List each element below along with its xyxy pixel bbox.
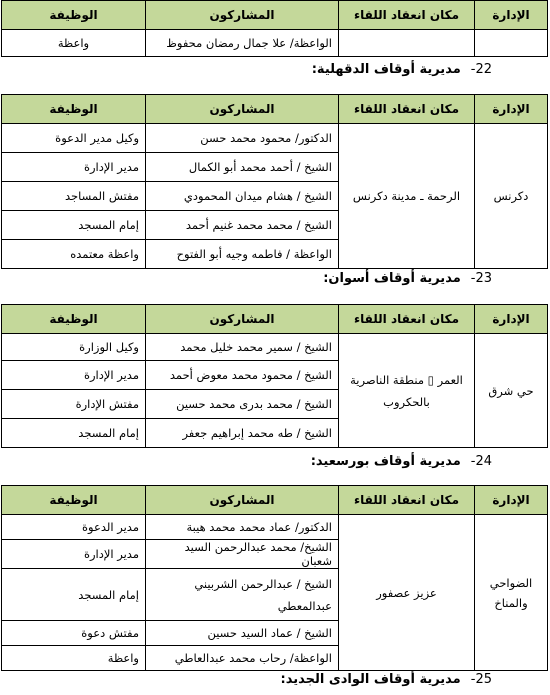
header-role: الوظيفة xyxy=(2,95,146,124)
header-role: الوظيفة xyxy=(2,486,146,515)
header-place: مكان انعقاد اللقاء xyxy=(339,486,475,515)
participant-cell: الشيخ / محمد بدرى محمد حسين xyxy=(146,390,339,419)
header-participants: المشاركون xyxy=(146,486,339,515)
participant-cell: الدكتور/ محمود محمد حسن xyxy=(146,124,339,153)
participant-cell: الشيخ / عماد السيد حسين xyxy=(146,621,339,646)
table-top xyxy=(1,0,548,57)
place-line: بالحكروب xyxy=(383,394,430,409)
header-admin: الإدارة xyxy=(475,95,548,124)
table-22 xyxy=(1,94,548,269)
section-heading-22: 22-مديرية أوقاف الدقهلية: xyxy=(311,62,492,77)
section-heading-24: 24-مديرية أوقاف بورسعيد: xyxy=(310,454,492,469)
role-cell: مدير الدعوة xyxy=(2,515,146,540)
admin-cell: حي شرق xyxy=(475,334,548,448)
header-admin: الإدارة xyxy=(475,1,548,30)
participant-cell: الشيخ / هشام ميدان المحمودي xyxy=(146,182,339,211)
participant-cell: الشيخ/ محمد عبدالرحمن السيد شعبان xyxy=(146,540,339,569)
role-cell: مدير الإدارة xyxy=(2,540,146,569)
participant-cell: الواعظة/ علا جمال رمضان محفوظ xyxy=(146,30,339,57)
header-role: الوظيفة xyxy=(2,305,146,334)
role-cell: مدير الإدارة xyxy=(2,361,146,390)
header-participants: المشاركون xyxy=(146,1,339,30)
role-cell: واعظة xyxy=(2,646,146,671)
participant-cell: الشيخ / سمير محمد خليل محمد xyxy=(146,334,339,361)
place-line: العمر ▯ منطقة الناصرية xyxy=(350,372,463,387)
role-cell: مفتش دعوة xyxy=(2,621,146,646)
role-cell: وكيل الوزارة xyxy=(2,334,146,361)
admin-line: والمناخ xyxy=(494,595,528,610)
role-cell: إمام المسجد xyxy=(2,419,146,448)
header-admin: الإدارة xyxy=(475,305,548,334)
header-participants: المشاركون xyxy=(146,305,339,334)
section-heading-23: 23-مديرية أوقاف أسوان: xyxy=(323,271,492,286)
header-place: مكان انعقاد اللقاء xyxy=(339,95,475,124)
header-participants: المشاركون xyxy=(146,95,339,124)
admin-cell: دكرنس xyxy=(475,124,548,269)
participant-cell xyxy=(146,569,339,621)
place-cell: عزيز عصفور xyxy=(339,515,475,671)
role-cell: وكيل مدير الدعوة xyxy=(2,124,146,153)
header-admin: الإدارة xyxy=(475,486,548,515)
place-cell xyxy=(339,30,475,57)
place-cell: الرحمة ـ مدينة دكرنس xyxy=(339,124,475,269)
participant-cell: الواعظة/ رحاب محمد عبدالعاطي xyxy=(146,646,339,671)
participant-cell: الشيخ / طه محمد إبراهيم جعفر xyxy=(146,419,339,448)
participant-cell: الدكتور/ عماد محمد محمد هيبة xyxy=(146,515,339,540)
role-cell: إمام المسجد xyxy=(2,211,146,240)
header-role: الوظيفة xyxy=(2,1,146,30)
section-heading-25: 25-مديرية أوقاف الوادى الجديد: xyxy=(280,672,492,687)
admin-line: الضواحي xyxy=(489,575,533,590)
participant-cell: الشيخ / أحمد محمد أبو الكمال xyxy=(146,153,339,182)
table-24 xyxy=(1,485,548,671)
role-cell: مفتش المساجد xyxy=(2,182,146,211)
place-cell xyxy=(339,334,475,448)
role-cell: واعظة xyxy=(2,30,146,57)
participant-cell: الشيخ / محمود محمد معوض أحمد xyxy=(146,361,339,390)
header-place: مكان انعقاد اللقاء xyxy=(339,1,475,30)
role-cell: إمام المسجد xyxy=(2,569,146,621)
admin-cell xyxy=(475,30,548,57)
header-place: مكان انعقاد اللقاء xyxy=(339,305,475,334)
role-cell: مفتش الإدارة xyxy=(2,390,146,419)
table-23 xyxy=(1,304,548,448)
participant-cell: الشيخ / محمد محمد غنيم أحمد xyxy=(146,211,339,240)
participant-line: الشيخ / عبدالرحمن الشربيني xyxy=(194,576,332,591)
participant-line: عبدالمعطي xyxy=(277,598,332,613)
role-cell: مدير الإدارة xyxy=(2,153,146,182)
participant-cell: الواعظة / فاطمه وجيه أبو الفتوح xyxy=(146,240,339,269)
role-cell: واعظة معتمده xyxy=(2,240,146,269)
admin-cell xyxy=(475,515,548,671)
